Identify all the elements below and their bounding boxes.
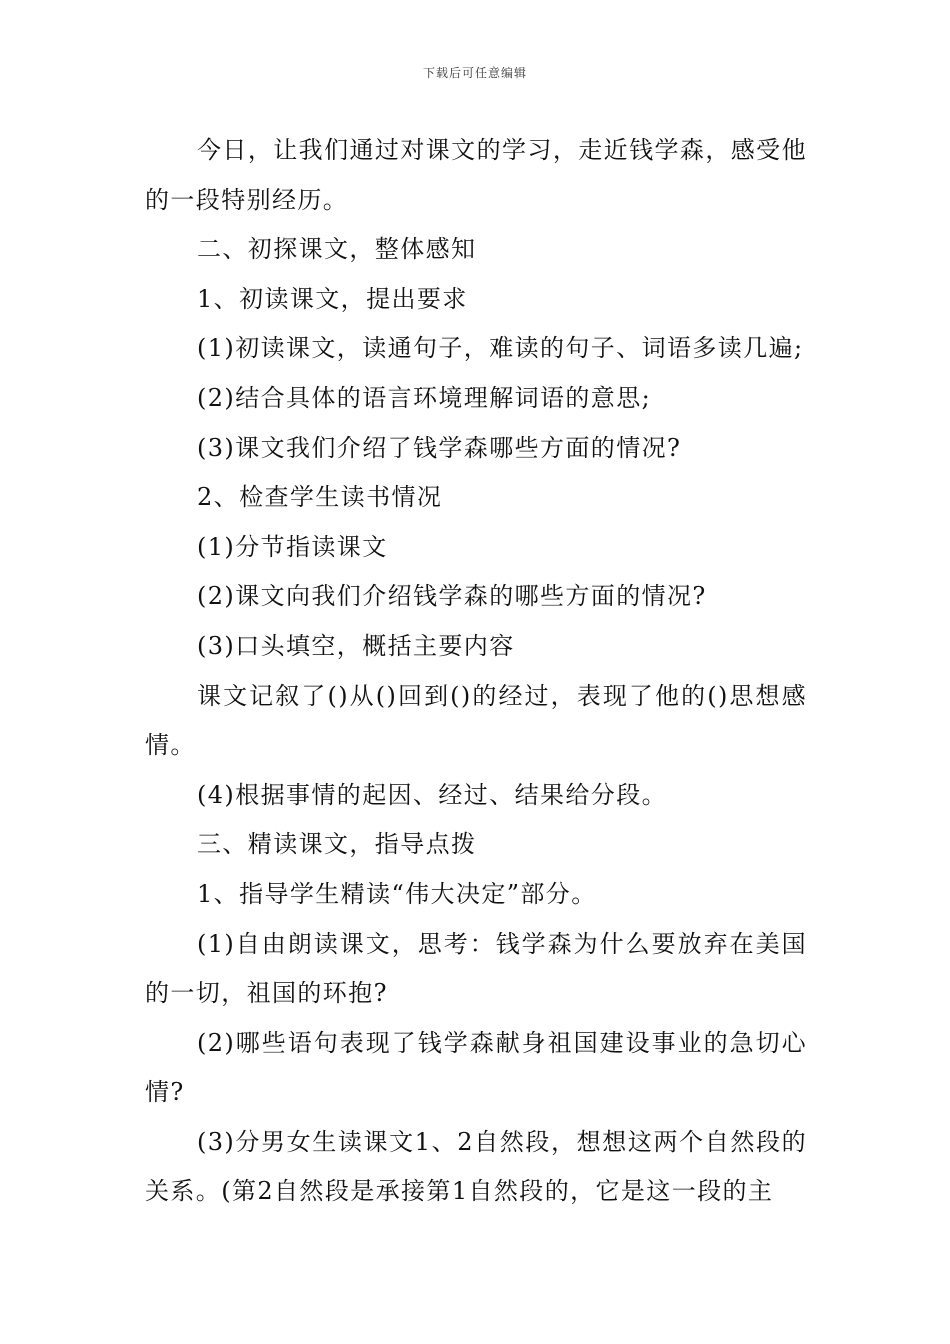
list-item: (1)初读课文，读通句子，难读的句子、词语多读几遍;: [197, 334, 804, 363]
list-item: (2)哪些语句表现了钱学森献身祖国建设事业的急切心情?: [145, 1028, 807, 1107]
list-item: (2)结合具体的语言环境理解词语的意思;: [197, 383, 652, 412]
section-heading: 二、初探课文，整体感知: [197, 235, 477, 264]
subsection-heading: 1、初读课文，提出要求: [197, 284, 468, 313]
section-heading: 三、精读课文，指导点拨: [197, 830, 477, 859]
list-item: (2)课文向我们介绍钱学森的哪些方面的情况?: [197, 582, 707, 611]
list-item: (3)口头填空，概括主要内容: [197, 631, 515, 660]
page-header: 下载后可任意编辑: [422, 66, 527, 80]
list-item: (1)自由朗读课文，思考：钱学森为什么要放弃在美国的一切，祖国的环抱?: [145, 929, 807, 1008]
list-item: (3)课文我们介绍了钱学森哪些方面的情况?: [197, 433, 682, 462]
subsection-heading: 2、检查学生读书情况: [197, 483, 443, 512]
paragraph: 课文记叙了()从()回到()的经过，表现了他的()思想感情。: [145, 681, 807, 760]
paragraph: 今日，让我们通过对课文的学习，走近钱学森，感受他的一段特别经历。: [145, 136, 807, 214]
list-item: (3)分男女生读课文1、2自然段，想想这两个自然段的关系。(第2自然段是承接第1自然段的，它是这一段的主: [145, 1127, 807, 1206]
list-item: (4)根据事情的起因、经过、结果给分段。: [197, 780, 667, 809]
list-item: (1)分节指读课文: [197, 532, 388, 561]
document-body: [145, 126, 807, 1217]
subsection-heading: 1、指导学生精读“伟大决定”部分。: [197, 879, 597, 908]
